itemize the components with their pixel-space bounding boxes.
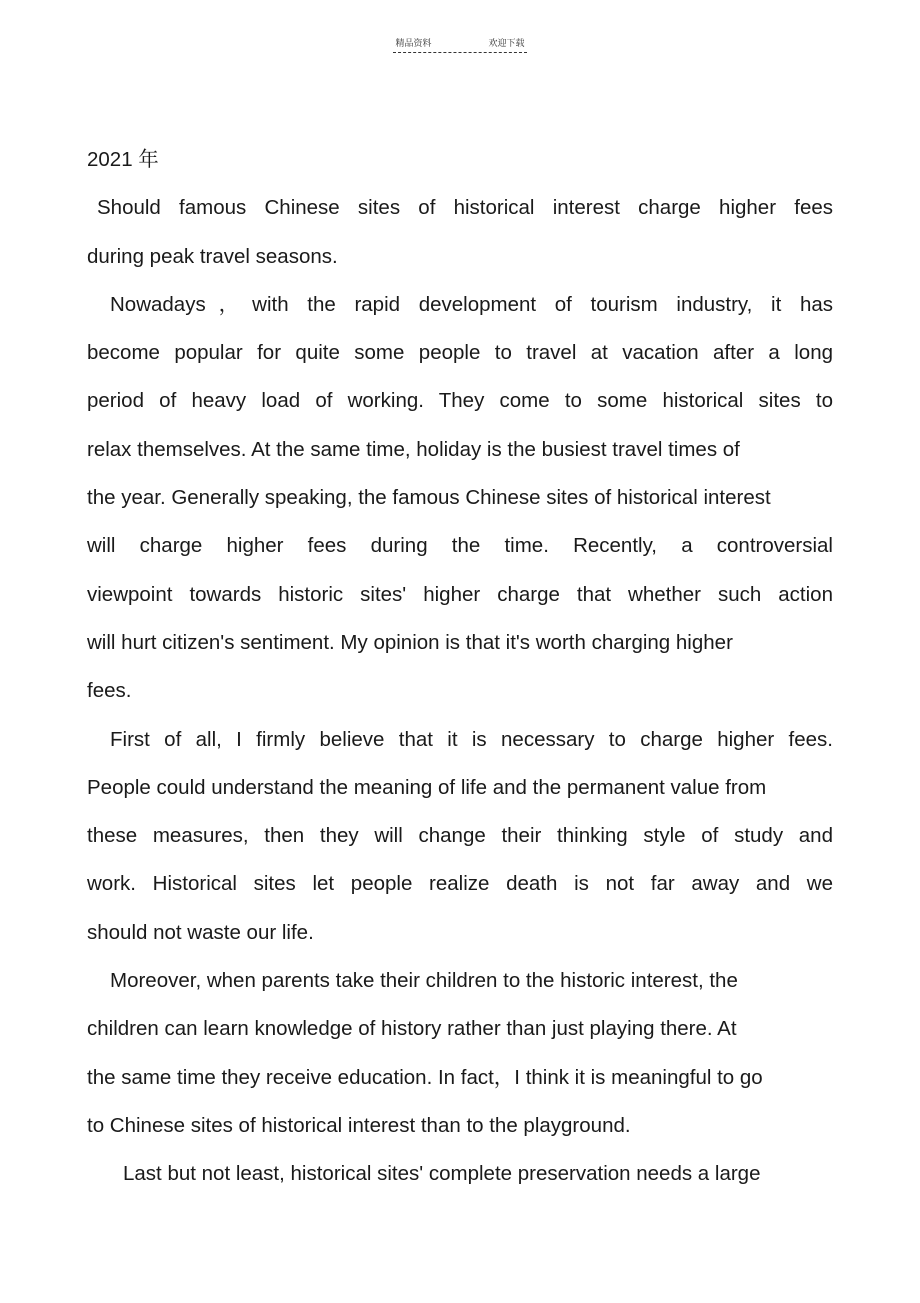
- text-line: People could understand the meaning of life and the permanent value from: [87, 775, 767, 799]
- text-line: First of all, I firmly believe that it is necessary to charge higher fees.: [110, 727, 833, 751]
- text-line: Should famous Chinese sites of historical interest charge higher fees: [97, 196, 833, 220]
- text-line: these measures, then they will change their thinking style of study and: [87, 824, 833, 848]
- text-line: during peak travel seasons.: [87, 244, 338, 268]
- text-line: relax themselves. At the same time, holiday is the busiest travel times of: [87, 437, 740, 461]
- text-line: the year. Generally speaking, the famous Chinese sites of historical interest: [87, 486, 771, 510]
- text-line: fees.: [87, 679, 132, 703]
- text-line: work. Historical sites let people realize death is not far away and we: [87, 872, 833, 896]
- header-right-label: 欢迎下载: [488, 39, 525, 49]
- year-heading: 2021 年: [87, 148, 159, 171]
- text-line: to Chinese sites of historical interest than to the playground.: [87, 1113, 631, 1137]
- text-line: become popular for quite some people to travel at vacation after a long: [87, 341, 833, 365]
- text-line: should not waste our life.: [87, 920, 314, 944]
- text-line: Nowadays，with the rapid development of tourism industry, it has: [110, 292, 833, 316]
- text-line: the same time they receive education. In fact，I think it is meaningful to go: [87, 1065, 763, 1089]
- page-header: [0, 36, 920, 49]
- header-left-label: 精品资料: [395, 39, 432, 49]
- header-divider: [393, 52, 527, 53]
- text-line: will charge higher fees during the time. Recently, a controversial: [87, 534, 833, 558]
- document-body: [87, 140, 833, 1203]
- text-line: period of heavy load of working. They come to some historical sites to: [87, 389, 833, 413]
- text-line: viewpoint towards historic sites' higher charge that whether such action: [87, 582, 833, 606]
- text-line: Moreover, when parents take their children to the historic interest, the: [110, 969, 738, 993]
- text-line: children can learn knowledge of history rather than just playing there. At: [87, 1017, 737, 1041]
- text-line: Last but not least, historical sites' complete preservation needs a large: [123, 1162, 761, 1186]
- text-line: will hurt citizen's sentiment. My opinion is that it's worth charging higher: [87, 630, 733, 654]
